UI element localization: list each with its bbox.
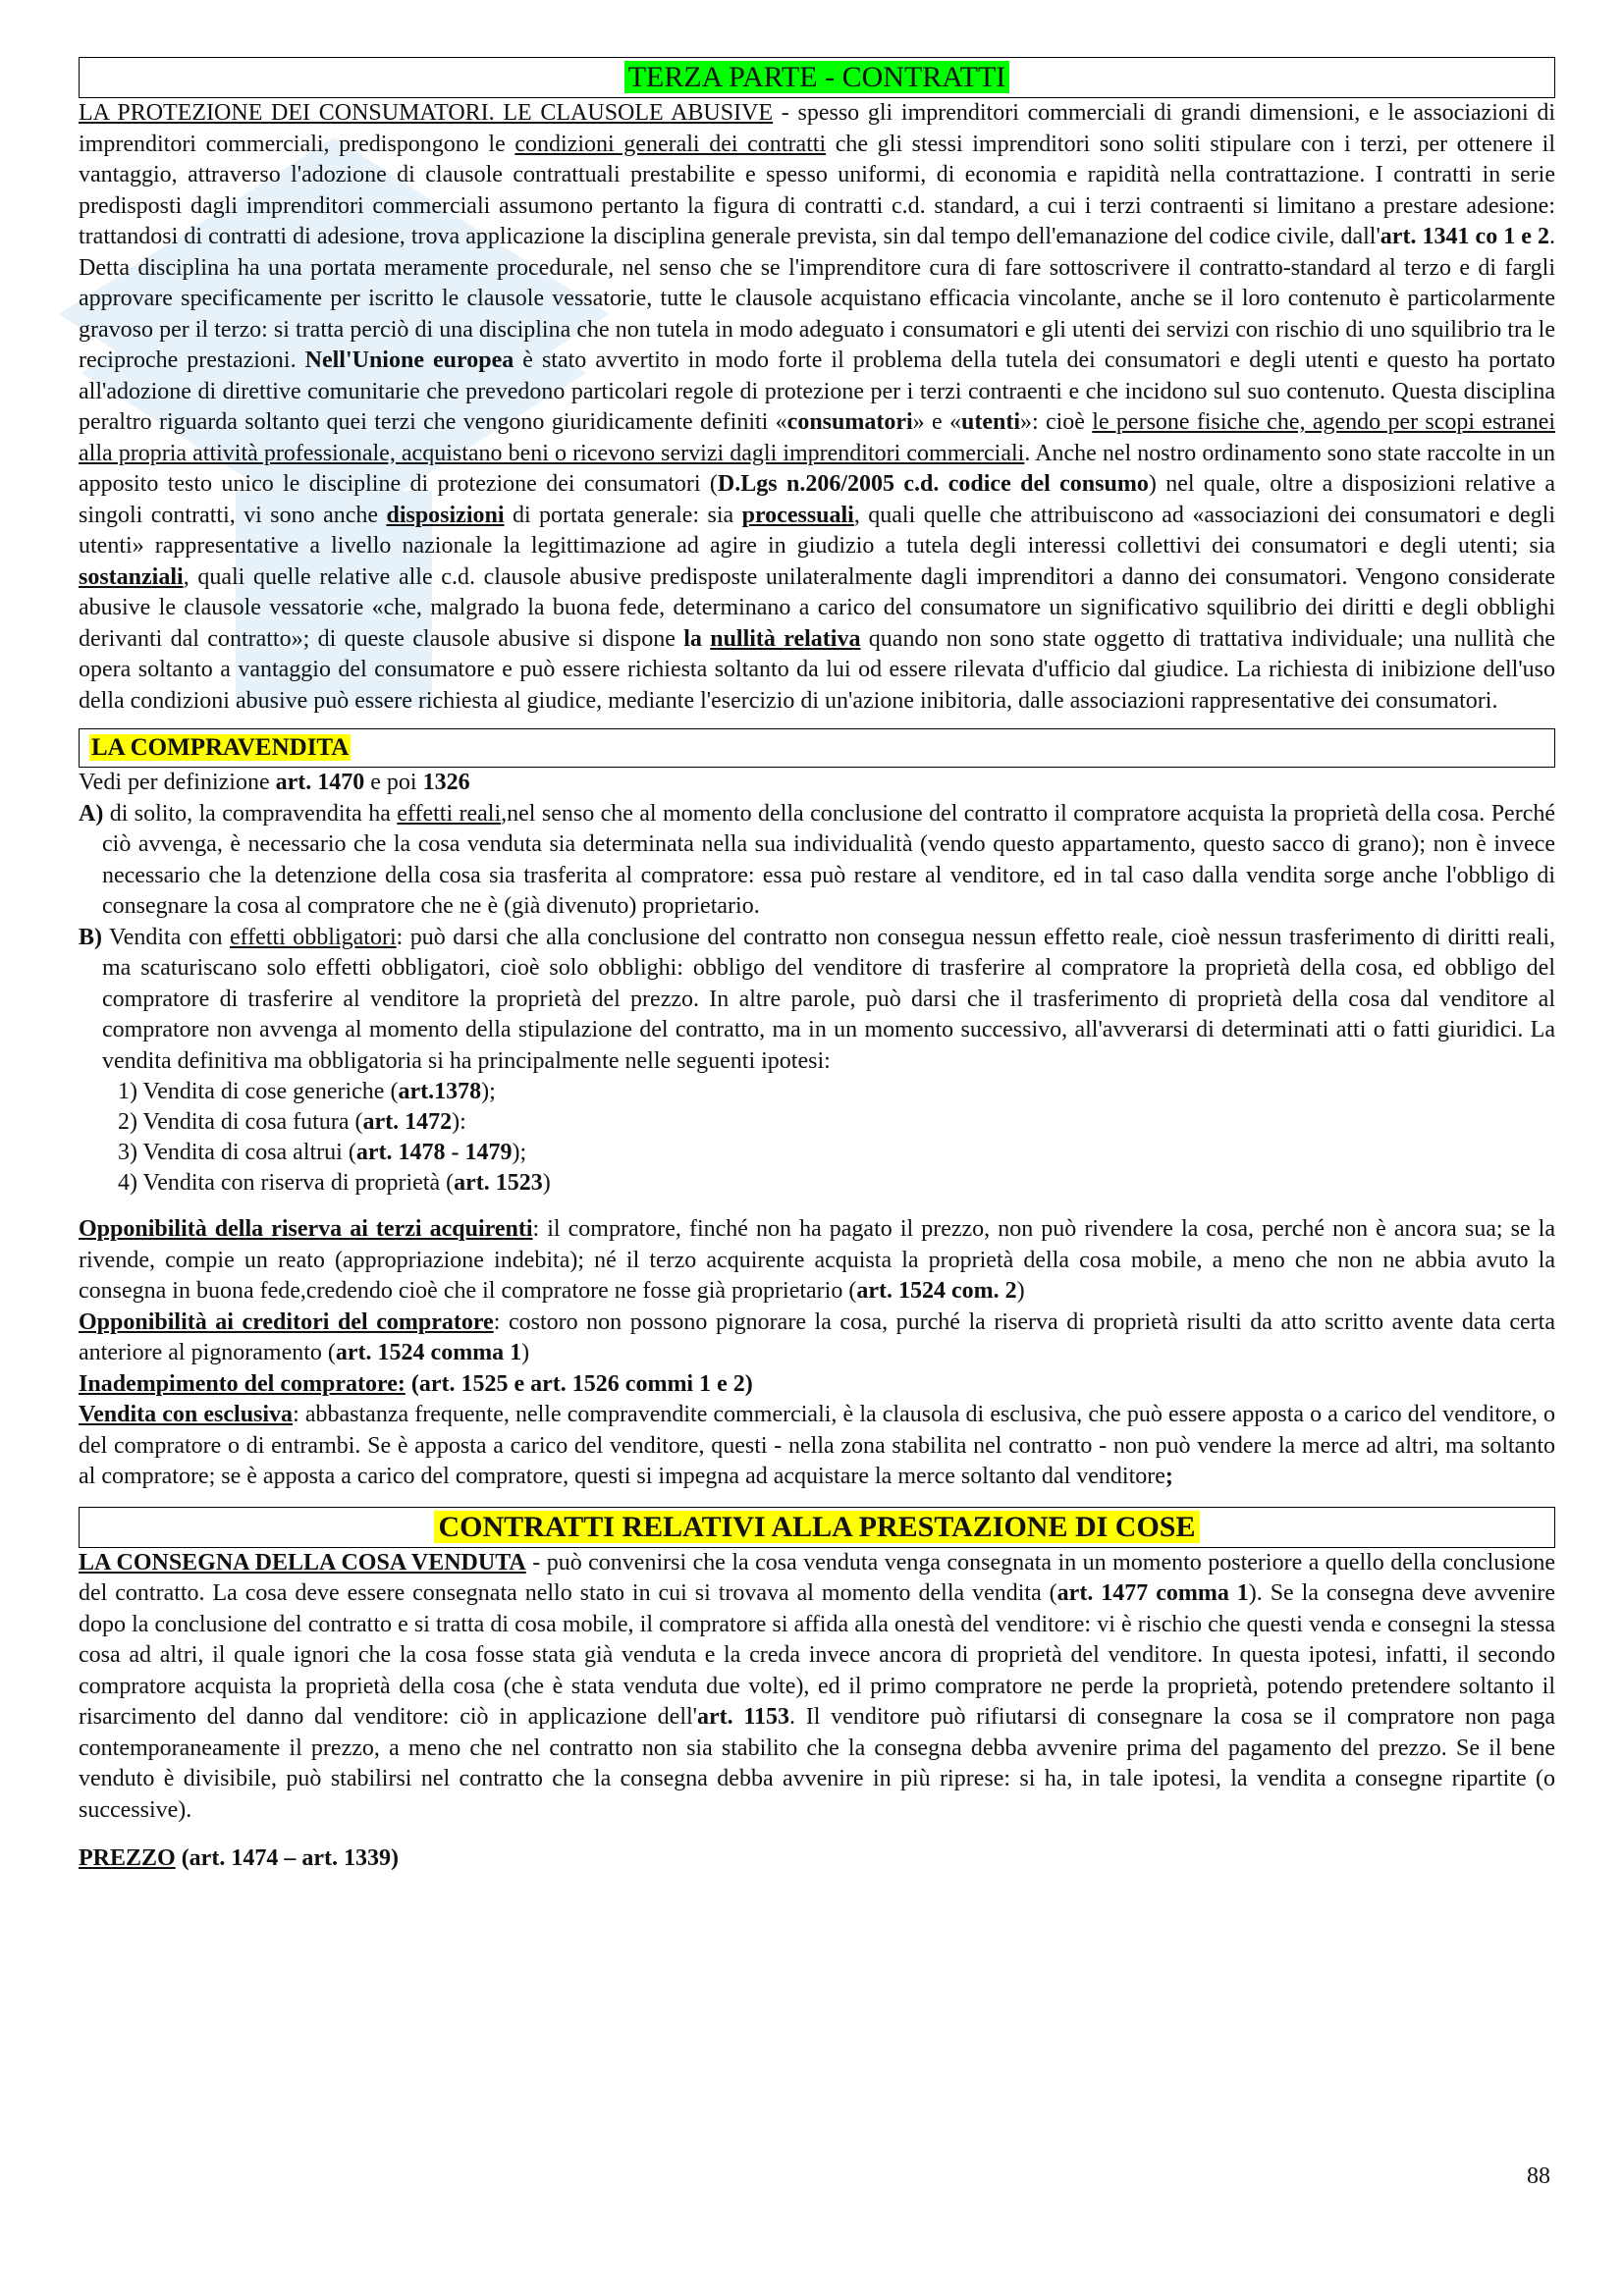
section-title: TERZA PARTE - CONTRATTI (624, 61, 1010, 93)
section-title-box (79, 57, 1555, 98)
list-item-a: A) di solito, la compravendita ha effetti reali,nel senso che al momento della conclusione del contratto il compratore acquista la proprietà della cosa. Perché ciò avvenga, è necessario che la cosa venduta sia determinata nella sua individualità (vendo questo appartamento, questo sacco di grano); non è invece necessario che la detenzione della cosa sia trasferita al compratore: essa può restare al venditore, ed in tal caso dalla vendita sorge anche l'obbligo di consegnare la cosa al compratore che ne è (già divenuto) proprietario. (79, 800, 1555, 919)
paragraph-inadempimento: Inadempimento del compratore: (art. 1525 e art. 1526 commi 1 e 2) (79, 1370, 753, 1397)
list-item: 2) Vendita di cosa futura (art. 1472): (118, 1109, 466, 1135)
heading-consegna: LA CONSEGNA DELLA COSA VENDUTA (79, 1549, 526, 1575)
paragraph-prezzo: PREZZO (art. 1474 – art. 1339) (79, 1845, 399, 1871)
compravendita-intro: Vedi per definizione art. 1470 e poi 1326 (79, 770, 470, 795)
paragraph-consumer-protection: LA PROTEZIONE DEI CONSUMATORI. LE CLAUSOLE ABUSIVE - spesso gli imprenditori commerciali di grandi dimensioni, e le associazioni di imprenditori commerciali, predispongono le condizioni generali dei contratti che gli stessi imprenditori sono soliti stipulare con i terzi, per ottenere il vantaggio, attraverso l'adozione di clausole contrattuali prestabilite e spesso uniformi, di economia e rapidità nella contrattazione. I contratti in serie predisposti dagli imprenditori commerciali assumono pertanto la figura di contratti c.d. standard, a cui i terzi contraenti si limitano a prestare adesione: trattandosi di contratti di adesione, trova applicazione la disciplina generale prevista, sin dal tempo dell'emanazione del codice civile, dall'art. 1341 co 1 e 2. Detta disciplina ha una portata meramente procedurale, nel senso che se l'imprenditore cura di fare sottoscrivere il contratto-standard al terzo e di fargli approvare specificamente per iscritto le clausole vessatorie, tutte le clausole acquistano efficacia vincolante, anche se il loro contenuto è particolarmente gravoso per il terzo: si tratta perciò di una disciplina che non tutela in modo adeguato i consumatori e gli utenti dei servizi con rischio di uno squilibrio tra le reciproche prestazioni. Nell'Unione europea è stato avvertito in modo forte il problema della tutela dei consumatori e degli utenti e questo ha portato all'adozione di direttive comunitarie che prevedono particolari regole di protezione per i terzi contraenti e che incidono sul suo contenuto. Questa disciplina peraltro riguarda soltanto quei terzi che vengono giuridicamente definiti «consumatori» e «utenti»: cioè le persone fisiche che, agendo per scopi estranei alla propria attività professionale, acquistano beni o ricevono servizi dagli imprenditori commerciali. Anche nel nostro ordinamento sono state raccolte in un apposito testo unico le discipline di protezione dei consumatori (D.Lgs n.206/2005 c.d. codice del consumo) nel quale, oltre a disposizioni relative a singoli contratti, vi sono anche disposizioni di portata generale: sia processuali, quali quelle che attribuiscono ad «associazioni dei consumatori e degli utenti» rappresentative a livello nazionale la legittimazione ad agire in giudizio a tutela degli interessi collettivi dei consumatori e degli utenti; sia sostanziali, quali quelle relative alle c.d. clausole abusive predisposte unilateralmente dagli imprenditori a danno dei consumatori. Vengono considerate abusive le clausole vessatorie «che, malgrado la buona fede, determinano a carico del consumatore un significativo squilibrio dei diritti e degli obblighi derivanti dal contratto»; di queste clausole abusive si dispone la nullità relativa quando non sono state oggetto di trattativa individuale; una nullità che opera soltanto a vantaggio del consumatore e può essere richiesta soltanto da lui od essere rilevata d'ufficio dal giudice. La richiesta di inibizione dell'uso della condizioni abusive può essere richiesta al giudice, mediante l'esercizio di un'azione inibitoria, dalle associazioni rappresentative dei consumatori. (79, 100, 1556, 714)
heading-consumer-protection: LA PROTEZIONE DEI CONSUMATORI. LE CLAUSOLE ABUSIVE (79, 100, 774, 126)
paragraph-opponibilita-terzi: Opponibilità della riserva ai terzi acquirenti: il compratore, finché non ha pagato il prezzo, non può rivendere la cosa, perché non è ancora sua; se la rivende, compie un reato (appropriazione indebita); né il terzo acquirente acquista la proprietà della cosa mobile, a meno che non ne abbia avuto la consegna in buona fede,credendo cioè che il compratore ne fosse già proprietario (art. 1524 com. 2) (79, 1216, 1555, 1304)
prestazione-title-box (79, 1507, 1555, 1548)
compravendita-title: LA COMPRAVENDITA (91, 734, 350, 761)
list-item: 3) Vendita di cosa altrui (art. 1478 - 1479); (118, 1140, 527, 1165)
list-item-b: B) Vendita con effetti obbligatori: può darsi che alla conclusione del contratto non consegua nessun effetto reale, cioè nessun trasferimento di diritti reali, ma scaturiscano solo effetti obbligatori, cioè solo obblighi: obbligo del venditore di trasferire al compratore la proprietà della cosa, ed obbligo del compratore di trasferire al venditore la proprietà del prezzo. In altre parole, può darsi che il trasferimento di proprietà della cosa dal venditore al compratore non avvenga al momento della stipulazione del contratto, ma in un momento successivo, all'avverarsi di determinati atti o fatti giuridici. La vendita definitiva ma obbligatoria si ha principalmente nelle seguenti ipotesi: (79, 924, 1556, 1074)
page-number: 88 (1527, 2163, 1550, 2189)
paragraph-consegna: LA CONSEGNA DELLA COSA VENDUTA - può convenirsi che la cosa venduta venga consegnata in un momento posteriore a quello della conclusione del contratto. La cosa deve essere consegnata nello stato in cui si trovava al momento della vendita (art. 1477 comma 1). Se la consegna deve avvenire dopo la conclusione del contratto e si tratta di cosa mobile, il compratore si affida alla onestà del venditore: vi è rischio che questi venda e consegni la stessa cosa ad altri, il quale ignori che la cosa fosse stata già venduta e la creda invece ancora di proprietà del venditore. In questa ipotesi, infatti, il secondo compratore acquista la proprietà della cosa (che è stata venduta due volte), ed il primo compratore ne perde la proprietà, potendo pretendere soltanto il risarcimento del danno dal venditore: ciò in applicazione dell'art. 1153. Il venditore può rifiutarsi di consegnare la cosa se il compratore non paga contemporaneamente il prezzo, a meno che nel contratto non sia stabilito che la consegna debba avvenire prima del pagamento del prezzo. Se il bene venduto è divisibile, può stabilirsi nel contratto che la consegna debba avvenire in più riprese: si ha, in tale ipotesi, la vendita a consegne ripartite (o successive). (79, 1549, 1556, 1823)
list-item: 4) Vendita con riserva di proprietà (art. 1523) (118, 1170, 551, 1196)
document-page (79, 57, 1555, 1875)
paragraph-esclusiva: Vendita con esclusiva: abbastanza frequente, nelle compravendite commerciali, è la clausola di esclusiva, che può essere apposta o a carico del venditore, o del compratore o di entrambi. Se è apposta a carico del venditore, questi - nella zona stabilita nel contratto - non può vendere la merce ad altri, ma soltanto al compratore; se è apposta a carico del compratore, questi si impegna ad acquistare la merce soltanto dal venditore; (79, 1402, 1555, 1489)
compravendita-title-box (79, 728, 1555, 768)
list-item: 1) Vendita di cose generiche (art.1378); (118, 1079, 496, 1104)
prestazione-title: CONTRATTI RELATIVI ALLA PRESTAZIONE DI COSE (434, 1511, 1199, 1543)
paragraph-opponibilita-creditori: Opponibilità ai creditori del compratore: costoro non possono pignorare la cosa, purché la riserva di proprietà risulti da atto scritto avente data certa anteriore al pignoramento (art. 1524 comma 1) (79, 1308, 1555, 1365)
